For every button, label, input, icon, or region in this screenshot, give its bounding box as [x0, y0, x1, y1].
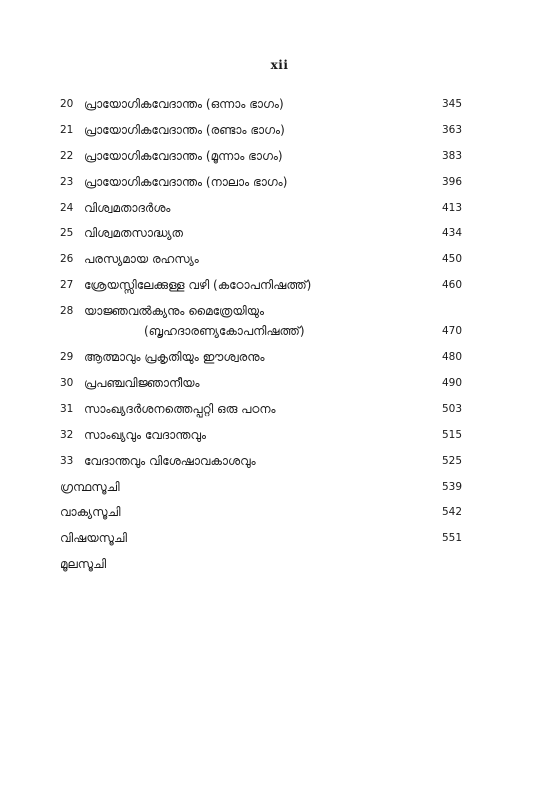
- page-ref: 480: [441, 351, 462, 364]
- chapter-title: വിശ്വമതാദർശം: [84, 200, 171, 215]
- chapter-title: പ്രായോഗികവേദാന്തം (രണ്ടാം ഭാഗം): [84, 122, 285, 137]
- chapter-number: 20: [60, 98, 74, 110]
- chapter-title: പ്രായോഗികവേദാന്തം (നാലാം ഭാഗം): [84, 174, 288, 189]
- chapter-number: 24: [60, 201, 74, 214]
- page-ref: 363: [441, 123, 462, 136]
- chapter-number: 23: [60, 175, 74, 188]
- chapter-number: 31: [60, 402, 74, 415]
- toc-entry: [60, 345, 462, 371]
- chapter-title: പരസ്യമായ രഹസ്യം: [84, 252, 199, 267]
- toc-entry: [60, 247, 462, 273]
- page-number: xii: [270, 58, 289, 72]
- page-ref: 396: [441, 175, 462, 188]
- toc-entry: [60, 221, 462, 247]
- toc-entry: [60, 299, 462, 345]
- chapter-title: പ്രപഞ്ചവിജ്ഞാനീയം: [84, 376, 200, 391]
- chapter-title: വിശ്വമതസാദ്ധ്യത: [84, 226, 183, 241]
- toc-entry: [60, 196, 462, 222]
- chapter-title: സാംഖ്യദർശനത്തെപ്പറ്റി ഒരു പഠനം: [84, 401, 276, 416]
- page-ref: 450: [441, 253, 462, 266]
- chapter-title: യാജ്ഞവൽക്യനും മൈത്രേയിയും: [84, 304, 265, 319]
- page-ref: 434: [441, 227, 462, 240]
- page-ref: 515: [441, 428, 462, 441]
- chapter-title: പ്രായോഗികവേദാന്തം (മൂന്നാം ഭാഗം): [84, 148, 283, 163]
- toc-entry: [60, 526, 462, 552]
- toc-entry: [60, 423, 462, 449]
- page-ref: 525: [441, 454, 462, 467]
- page-ref: 539: [441, 480, 462, 493]
- toc-entry: [60, 397, 462, 423]
- toc-entry: [60, 92, 462, 118]
- chapter-number: 22: [60, 149, 74, 162]
- chapter-number: 21: [60, 123, 74, 136]
- chapter-number: 28: [60, 305, 74, 318]
- chapter-number: 30: [60, 377, 74, 390]
- toc-entry: [60, 170, 462, 196]
- page-ref: 383: [441, 149, 462, 162]
- chapter-subtitle: (ബൃഹദാരണ്യകോപനിഷത്ത്): [144, 324, 305, 339]
- page-ref: 490: [441, 377, 462, 390]
- chapter-number: 32: [60, 428, 74, 441]
- toc-entry: [60, 273, 462, 299]
- chapter-title: വിഷയസൂചി: [60, 531, 127, 546]
- page-ref: 551: [441, 532, 462, 545]
- toc-entry: [60, 475, 462, 501]
- page-ref: 345: [441, 98, 462, 110]
- chapter-title: ഗ്രന്ഥസൂചി: [60, 479, 120, 494]
- page-ref: 470: [441, 325, 462, 338]
- chapter-number: 26: [60, 253, 74, 266]
- chapter-number: 29: [60, 351, 74, 364]
- chapter-title: പ്രായോഗികവേദാന്തം (ഒന്നാം ഭാഗം): [84, 97, 284, 111]
- chapter-title: വാക്യസൂചി: [60, 505, 121, 520]
- chapter-title: മൂലസൂചി: [60, 557, 107, 572]
- toc-entry: [60, 118, 462, 144]
- page-ref: 460: [441, 279, 462, 292]
- toc-entry: [60, 144, 462, 170]
- chapter-number: 33: [60, 454, 74, 467]
- page-ref: 503: [441, 402, 462, 415]
- chapter-number: 25: [60, 227, 74, 240]
- table-of-contents: [60, 92, 462, 578]
- chapter-title: വേദാന്തവും വിശേഷാവകാശവും: [84, 453, 256, 468]
- toc-entry: [60, 500, 462, 526]
- toc-entry: [60, 371, 462, 397]
- toc-entry: [60, 449, 462, 475]
- page-ref: 542: [441, 506, 462, 519]
- chapter-title: ശ്രേയസ്സിലേക്കുള്ള വഴി (കഠോപനിഷത്ത്): [84, 278, 312, 293]
- chapter-number: 27: [60, 279, 74, 292]
- toc-entry: [60, 552, 462, 578]
- chapter-title: ആത്മാവും പ്രകൃതിയും ഈശ്വരനും: [84, 350, 265, 365]
- chapter-title: സാംഖ്യവും വേദാന്തവും: [84, 427, 207, 442]
- page-ref: 413: [441, 201, 462, 214]
